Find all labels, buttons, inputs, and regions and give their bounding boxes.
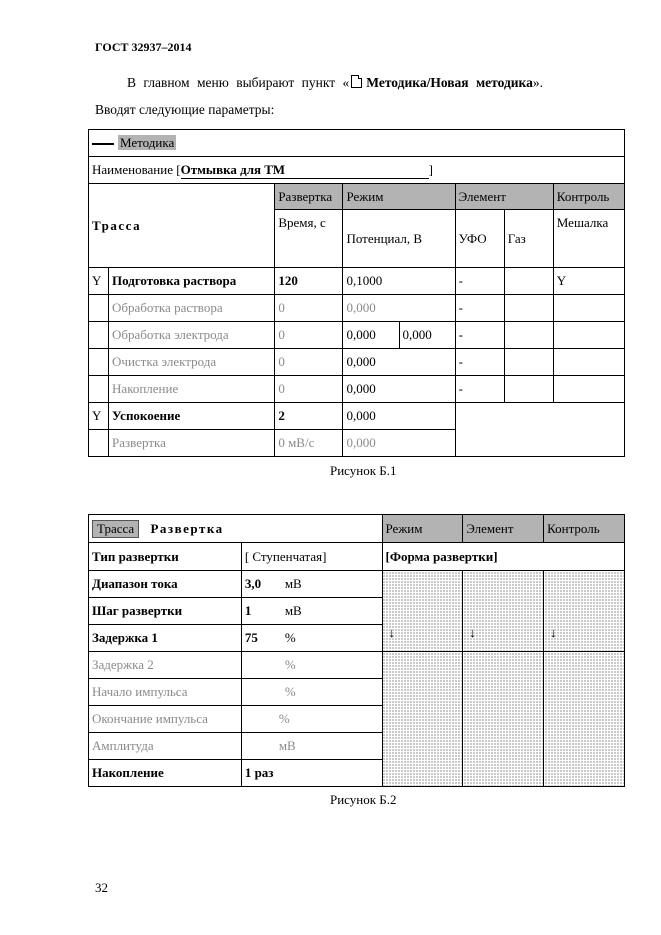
row-ufo[interactable]: -: [455, 268, 504, 295]
row-name: Накопление: [109, 376, 275, 403]
table-row[interactable]: [89, 403, 625, 430]
row-potential[interactable]: 0,000: [343, 349, 455, 376]
param-unit: %: [284, 684, 296, 699]
param-label: Задержка 2: [89, 652, 242, 679]
param-value-cell[interactable]: [241, 679, 382, 706]
param-label: Амплитуда: [89, 733, 242, 760]
sweep-type-label: Тип развертки: [89, 543, 242, 571]
col-potential: Потенциал, В: [343, 210, 455, 268]
new-document-icon: [351, 75, 362, 88]
param-label: Задержка 1: [89, 625, 242, 652]
col-ufo: УФО: [455, 210, 504, 268]
sweep-table: [88, 514, 625, 787]
param-value-cell[interactable]: [241, 571, 382, 598]
row-gas[interactable]: [504, 268, 553, 295]
param-label: Накопление: [89, 760, 242, 787]
param-value-cell[interactable]: [241, 733, 382, 760]
row-mark[interactable]: [89, 295, 109, 322]
row-ufo[interactable]: -: [455, 322, 504, 349]
param-value-cell[interactable]: [241, 760, 382, 787]
param-value-cell[interactable]: [241, 598, 382, 625]
figure1-caption: Рисунок Б.1: [330, 463, 397, 478]
menu-item-name: Методика/Новая методика: [366, 75, 533, 90]
row-name: Успокоение: [109, 403, 275, 430]
row-name: Очистка электрода: [109, 349, 275, 376]
row-mark[interactable]: [89, 349, 109, 376]
window-title-bar: [89, 130, 625, 157]
method-table: [88, 129, 625, 457]
row-potential[interactable]: 0,1000: [343, 268, 455, 295]
sweep-form-label: [Форма развертки]: [382, 543, 625, 571]
param-value-cell[interactable]: [241, 706, 382, 733]
row-gas[interactable]: [504, 376, 553, 403]
row-gas[interactable]: [504, 322, 553, 349]
col-time: Время, с: [275, 210, 343, 268]
intro-line-1: [127, 75, 543, 91]
waveform-cell-6[interactable]: [544, 652, 625, 787]
param-value[interactable]: 3,0: [244, 576, 262, 591]
trace-label: Трасса: [89, 184, 275, 268]
row-gas[interactable]: [504, 295, 553, 322]
param-value-cell[interactable]: [241, 652, 382, 679]
row-mixer[interactable]: [553, 376, 624, 403]
waveform-cell-4[interactable]: [382, 652, 463, 787]
tab-element-cell: [455, 184, 553, 210]
table-row[interactable]: [89, 295, 625, 322]
row-gas[interactable]: [504, 349, 553, 376]
row-time[interactable]: 0 мВ/с: [275, 430, 343, 457]
param-value[interactable]: 1 раз: [244, 765, 274, 780]
sweep-title: Развертка: [150, 520, 224, 536]
row-ufo[interactable]: -: [455, 295, 504, 322]
param-label: Окончание импульса: [89, 706, 242, 733]
row-time[interactable]: 0: [275, 376, 343, 403]
empty-cell: [455, 403, 624, 457]
name-label: Наименование [: [92, 161, 181, 177]
param-unit: %: [284, 630, 296, 645]
row-potential[interactable]: 0,000: [343, 430, 455, 457]
tab-control[interactable]: Контроль: [544, 515, 625, 543]
tab-element[interactable]: Элемент: [463, 515, 544, 543]
param-label: Диапазон тока: [89, 571, 242, 598]
row-time[interactable]: 0: [275, 295, 343, 322]
page-number: 32: [95, 880, 108, 895]
table-row[interactable]: [89, 322, 625, 349]
row-potential-2[interactable]: 0,000: [399, 322, 455, 349]
window-title: Методика: [120, 135, 175, 150]
sweep-type-select[interactable]: [ Ступенчатая]: [241, 543, 382, 571]
row-time[interactable]: 2: [275, 403, 343, 430]
intro-text: В главном меню выбирают пункт «: [127, 75, 350, 90]
row-potential-1[interactable]: 0,000: [343, 322, 399, 349]
name-row: [89, 157, 625, 184]
row-time[interactable]: 120: [275, 268, 343, 295]
waveform-cell-2[interactable]: [463, 571, 544, 652]
name-bracket: ]: [428, 161, 433, 177]
table-row[interactable]: [89, 376, 625, 403]
table-row[interactable]: [89, 268, 625, 295]
intro-text-end: ».: [532, 75, 544, 90]
document-header: ГОСТ 32937–2014: [95, 40, 192, 54]
param-value[interactable]: 1: [244, 603, 252, 618]
tab-sweep[interactable]: Развертка: [275, 184, 343, 210]
table-row[interactable]: [89, 349, 625, 376]
param-unit: мВ: [284, 603, 302, 618]
waveform-cell-3[interactable]: [544, 571, 625, 652]
tab-element[interactable]: Элемент: [458, 189, 506, 204]
method-name-input[interactable]: Отмывка для ТМ: [181, 162, 429, 179]
row-potential[interactable]: 0,000: [343, 376, 455, 403]
param-unit: мВ: [278, 738, 296, 753]
param-unit: %: [278, 711, 290, 726]
row-mixer[interactable]: [553, 349, 624, 376]
row-potential[interactable]: 0,000: [343, 295, 455, 322]
row-mixer[interactable]: [553, 322, 624, 349]
param-value-cell[interactable]: [241, 625, 382, 652]
row-name: Обработка раствора: [109, 295, 275, 322]
row-name: Развертка: [109, 430, 275, 457]
row-mark[interactable]: Y: [89, 268, 109, 295]
row-time[interactable]: 0: [275, 322, 343, 349]
row-potential[interactable]: 0,000: [343, 403, 455, 430]
row-mixer[interactable]: [553, 295, 624, 322]
row-time[interactable]: 0: [275, 349, 343, 376]
param-unit: %: [284, 657, 296, 672]
arrow-down-icon: ↓: [388, 625, 395, 640]
arrow-down-icon: ↓: [550, 625, 557, 640]
tab-mode[interactable]: Режим: [343, 184, 455, 210]
sweep-header: [89, 515, 383, 543]
method-window-icon: [92, 134, 114, 145]
row-mark[interactable]: [89, 430, 109, 457]
col-gas: Газ: [504, 210, 553, 268]
param-unit: мВ: [284, 576, 302, 591]
row-ufo[interactable]: -: [455, 376, 504, 403]
row-mark[interactable]: [89, 322, 109, 349]
waveform-cell-1[interactable]: [382, 571, 463, 652]
row-name: Обработка электрода: [109, 322, 275, 349]
figure2-caption: Рисунок Б.2: [330, 792, 397, 807]
tab-mode[interactable]: Режим: [382, 515, 463, 543]
row-ufo[interactable]: -: [455, 349, 504, 376]
tab-control[interactable]: Контроль: [553, 184, 624, 210]
col-mixer: Мешалка: [553, 210, 624, 268]
arrow-down-icon: ↓: [469, 625, 476, 640]
row-mark[interactable]: [89, 376, 109, 403]
param-label: Начало импульса: [89, 679, 242, 706]
param-label: Шаг развертки: [89, 598, 242, 625]
tab-trace[interactable]: Трасса: [92, 520, 139, 538]
param-value[interactable]: 75: [244, 630, 258, 645]
waveform-cell-5[interactable]: [463, 652, 544, 787]
intro-line-2: Вводят следующие параметры:: [95, 102, 275, 117]
row-name: Подготовка раствора: [109, 268, 275, 295]
row-mixer[interactable]: Y: [553, 268, 624, 295]
row-mark[interactable]: Y: [89, 403, 109, 430]
